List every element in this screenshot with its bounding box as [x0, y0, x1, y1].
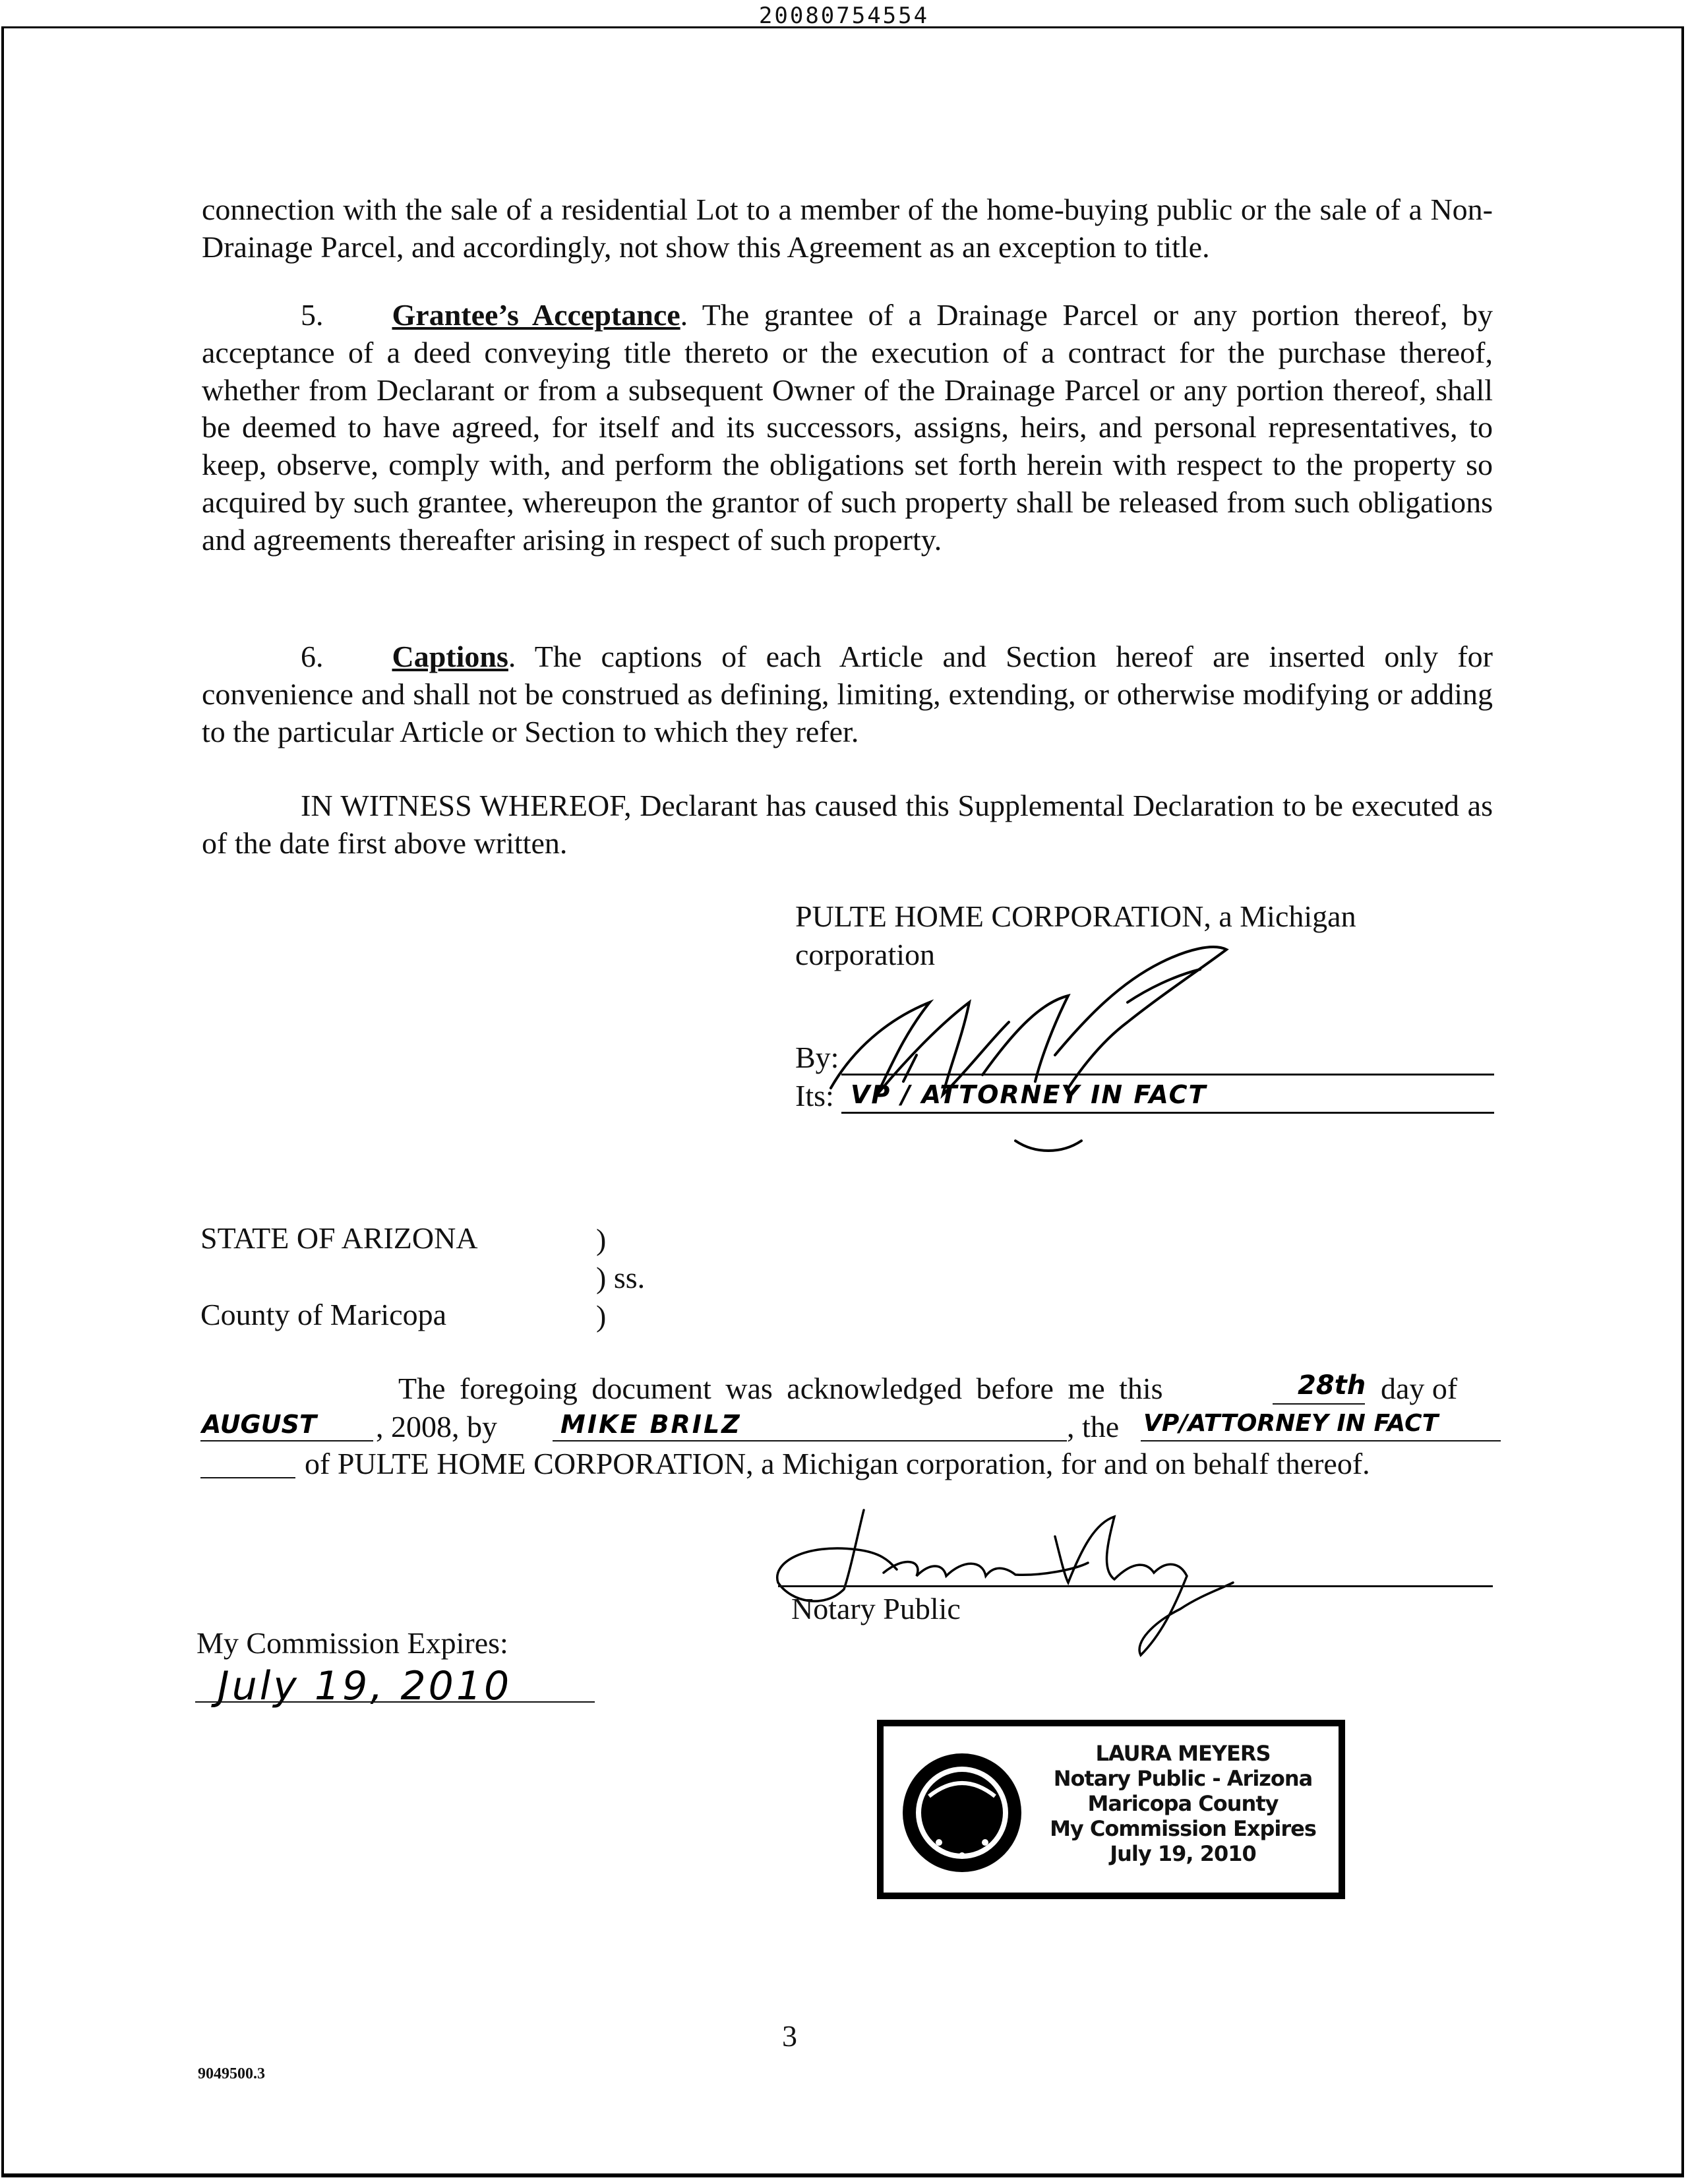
notary-seal-icon: [899, 1750, 1025, 1875]
ack-title-continuation-line: [200, 1477, 295, 1478]
commission-label: My Commission Expires:: [196, 1626, 508, 1660]
section-6-heading: Captions: [392, 640, 508, 673]
stamp-line-title: Notary Public - Arizona: [1053, 1766, 1313, 1791]
section-6-number: 6.: [301, 640, 324, 673]
ack-title-handwritten: VP/ATTORNEY IN FACT: [1143, 1410, 1439, 1437]
stamp-line-county: Maricopa County: [1087, 1791, 1279, 1816]
witness-paragraph: [202, 787, 1493, 863]
ack-signer-handwritten: MIKE BRILZ: [560, 1410, 742, 1439]
page-number: 3: [782, 2019, 797, 2053]
ack-day-handwritten: 28th: [1298, 1370, 1366, 1401]
ack-title-line: [1141, 1440, 1501, 1441]
commission-date-handwritten: July 19, 2010: [218, 1663, 512, 1709]
venue-ss: ) ss.: [596, 1261, 646, 1294]
company-name-line2: corporation: [795, 938, 936, 971]
document-id: 9049500.3: [198, 2065, 265, 2082]
section-5-heading: Grantee’s Acceptance: [392, 298, 680, 332]
continuation-paragraph: [202, 191, 1493, 266]
commission-line: [195, 1701, 595, 1703]
section-6-text: . The captions of each Article and Section hereof are inserted only for convenience and shall not be construed as defining, limiting, extending, or otherwise modifying or adding to the particular Article or Section to which they refer.: [202, 640, 1493, 748]
ack-day-line: [1273, 1403, 1365, 1405]
venue-county: County of Maricopa: [200, 1298, 447, 1331]
ack-month-handwritten: AUGUST: [202, 1410, 316, 1439]
ack-month-line: [200, 1440, 373, 1441]
venue-paren-1: ): [596, 1223, 607, 1256]
ack-year: , 2008, by: [376, 1410, 497, 1443]
ack-line3: of PULTE HOME CORPORATION, a Michigan corporation, for and on behalf thereof.: [305, 1447, 1370, 1480]
by-label: By:: [795, 1041, 839, 1074]
signatory-signature-icon: [818, 923, 1240, 1161]
section-5-number: 5.: [301, 298, 324, 332]
ack-the: , the: [1067, 1410, 1120, 1443]
ack-day-of: day of: [1381, 1372, 1458, 1405]
its-handwritten: VP / ATTORNEY IN FACT: [851, 1080, 1207, 1109]
continuation-text: connection with the sale of a residential Lot to a member of the home-buying public or the sale of a Non-Drainage Parcel, and accordingly, not show this Agreement as an exception to title.: [202, 193, 1493, 264]
stamp-line-name: LAURA MEYERS: [1095, 1741, 1271, 1766]
venue-paren-3: ): [596, 1299, 607, 1333]
company-name-line1: PULTE HOME CORPORATION, a Michigan: [795, 899, 1356, 933]
section-6: [202, 638, 1493, 750]
stamp-line-expires-date: July 19, 2010: [1110, 1841, 1256, 1866]
ack-prefix: The foregoing document was acknowledged before me this: [398, 1372, 1163, 1405]
stamp-text: [1029, 1741, 1337, 1866]
witness-text: IN WITNESS WHEREOF, Declarant has caused this Supplemental Declaration to be executed as of the date first above written.: [202, 789, 1493, 860]
notary-stamp: [877, 1720, 1345, 1899]
venue-state: STATE OF ARIZONA: [200, 1221, 478, 1255]
section-5: [202, 297, 1493, 559]
stamp-line-expires-label: My Commission Expires: [1050, 1816, 1316, 1841]
ack-signer-line: [553, 1440, 1067, 1441]
notary-signature-icon: [765, 1497, 1240, 1668]
its-label: Its:: [795, 1079, 834, 1112]
notary-signature-line: [778, 1585, 1493, 1587]
document-number: 20080754554: [758, 3, 930, 29]
section-5-text: . The grantee of a Drainage Parcel or any portion thereof, by acceptance of a deed conveying title thereto or the execution of a contract for the purchase thereof, whether from Declarant or from a subsequent Owner of the Drainage Parcel or any portion thereof, shall be deemed to have agreed, for itself and its successors, assigns, heirs, and personal representatives, to keep, observe, comply with, and perform the obligations set forth herein with respect to the property so acquired by such grantee, whereupon the grantor of such property shall be released from such obligations and agreements thereafter arising in respect of such property.: [202, 298, 1493, 557]
notary-public-label: Notary Public: [791, 1592, 961, 1625]
